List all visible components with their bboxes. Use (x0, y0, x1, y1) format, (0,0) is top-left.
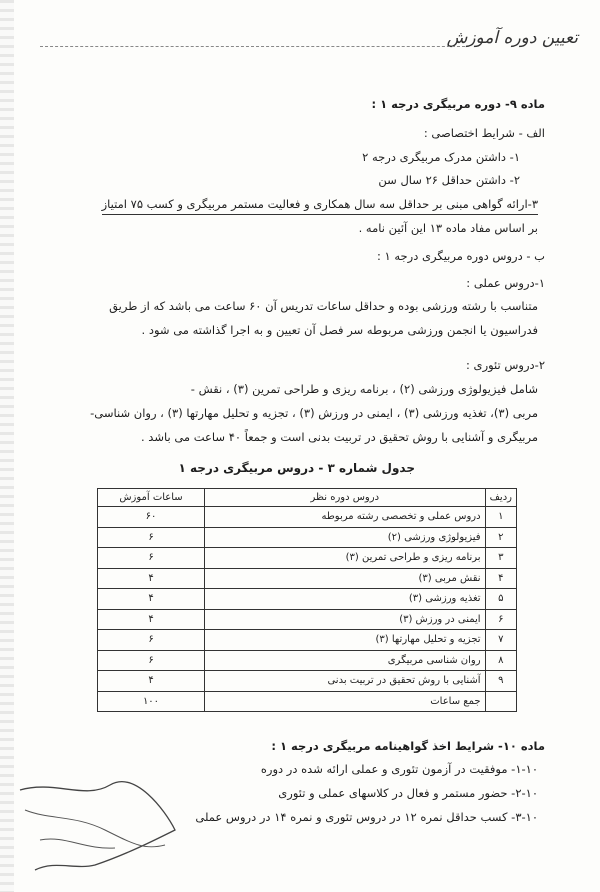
table-row (98, 507, 517, 528)
condition-3: ۳-ارائه گواهی مبنی بر حداقل سه سال همکاری و فعالیت مستمر مربیگری و کسب ۷۵ امتیاز (102, 196, 538, 215)
course-hours: ۴ (98, 671, 205, 692)
row-number: ۷ (485, 630, 516, 651)
table-caption: جدول شماره ۳ - دروس مربیگری درجه ۱ (178, 461, 415, 475)
article10-title: ماده ۱۰- شرایط اخذ گواهینامه مربیگری درجه ۱ : (271, 739, 545, 753)
handwritten-header: تعیین دوره آموزش (446, 28, 578, 48)
course-hours: ۶ (98, 650, 205, 671)
row-number: ۸ (485, 650, 516, 671)
article10-item-2: ۲-۱۰- حضور مستمر و فعال در کلاسهای عملی و تئوری (278, 786, 538, 800)
condition-1: ۱- داشتن مدرک مربیگری درجه ۲ (362, 150, 520, 164)
total-hours: ۱۰۰ (98, 691, 205, 712)
practical-line-1: متناسب با رشته ورزشی بوده و حداقل ساعات تدریس آن ۶۰ ساعت می باشد که از طریق (109, 299, 538, 313)
course-title: روان شناسی مربیگری (205, 650, 486, 671)
table-row (98, 548, 517, 569)
article9-title: ماده ۹- دوره مربیگری درجه ۱ : (371, 97, 545, 111)
course-hours: ۴ (98, 609, 205, 630)
row-number: ۹ (485, 671, 516, 692)
row-number: ۴ (485, 568, 516, 589)
courses-table (97, 488, 517, 712)
table-row (98, 671, 517, 692)
course-hours: ۴ (98, 589, 205, 610)
table-row (98, 609, 517, 630)
table-total-row (98, 691, 517, 712)
course-title: ایمنی در ورزش (۳) (205, 609, 486, 630)
row-number: ۳ (485, 548, 516, 569)
table-row (98, 589, 517, 610)
course-hours: ۶۰ (98, 507, 205, 528)
table-header-row (98, 489, 517, 507)
course-hours: ۶ (98, 630, 205, 651)
courses-title: ب - دروس دوره مربیگری درجه ۱ : (377, 249, 545, 263)
condition-3-cont: بر اساس مفاد ماده ۱۳ این آئین نامه . (358, 221, 538, 235)
row-number: ۲ (485, 527, 516, 548)
theory-line-3: مربیگری و آشنایی با روش تحقیق در تربیت بدنی است و جمعاً ۴۰ ساعت می باشد . (141, 430, 538, 444)
total-label: جمع ساعات (205, 691, 486, 712)
header-row-number: ردیف (485, 489, 516, 507)
course-hours: ۶ (98, 527, 205, 548)
row-number: ۵ (485, 589, 516, 610)
header-line (40, 46, 465, 47)
table-row (98, 527, 517, 548)
scan-edge (0, 0, 14, 892)
course-title: نقش مربی (۳) (205, 568, 486, 589)
theory-line-2: مربی (۳)، تغذیه ورزشی (۳) ، ایمنی در ورزش (۳) ، تجزیه و تحلیل مهارتها (۳) ، روان شناسی- (90, 406, 538, 420)
row-number: ۶ (485, 609, 516, 630)
course-title: آشنایی با روش تحقیق در تربیت بدنی (205, 671, 486, 692)
course-hours: ۶ (98, 548, 205, 569)
row-number: ۱ (485, 507, 516, 528)
table-row (98, 650, 517, 671)
header-hours: ساعات آموزش (98, 489, 205, 507)
course-title: فیزیولوژی ورزشی (۲) (205, 527, 486, 548)
theory-title: ۲-دروس تئوری : (466, 358, 545, 372)
course-title: برنامه ریزی و طراحی تمرین (۳) (205, 548, 486, 569)
course-title: تجزیه و تحلیل مهارتها (۳) (205, 630, 486, 651)
practical-line-2: فدراسیون یا انجمن ورزشی مربوطه سر فصل آن تعیین و به اجرا گذاشته می شود . (141, 323, 538, 337)
condition-2: ۲- داشتن حداقل ۲۶ سال سن (378, 173, 520, 187)
course-hours: ۴ (98, 568, 205, 589)
table-row (98, 568, 517, 589)
article10-item-3: ۳-۱۰- کسب حداقل نمره ۱۲ در دروس تئوری و نمره ۱۴ در دروس عملی (195, 810, 538, 824)
table-row (98, 630, 517, 651)
signature-scribble (15, 770, 185, 880)
course-title: دروس عملی و تخصصی رشته مربوطه (205, 507, 486, 528)
conditions-title: الف - شرایط اختصاصی : (423, 126, 545, 140)
theory-line-1: شامل فیزیولوژی ورزشی (۲) ، برنامه ریزی و طراحی تمرین (۳) ، نقش - (190, 382, 538, 396)
article10-item-1: ۱-۱۰- موفقیت در آزمون تئوری و عملی ارائه شده در دوره (260, 762, 538, 776)
header-course: دروس دوره نظر (205, 489, 486, 507)
practical-title: ۱-دروس عملی : (466, 276, 545, 290)
course-title: تغذیه ورزشی (۳) (205, 589, 486, 610)
